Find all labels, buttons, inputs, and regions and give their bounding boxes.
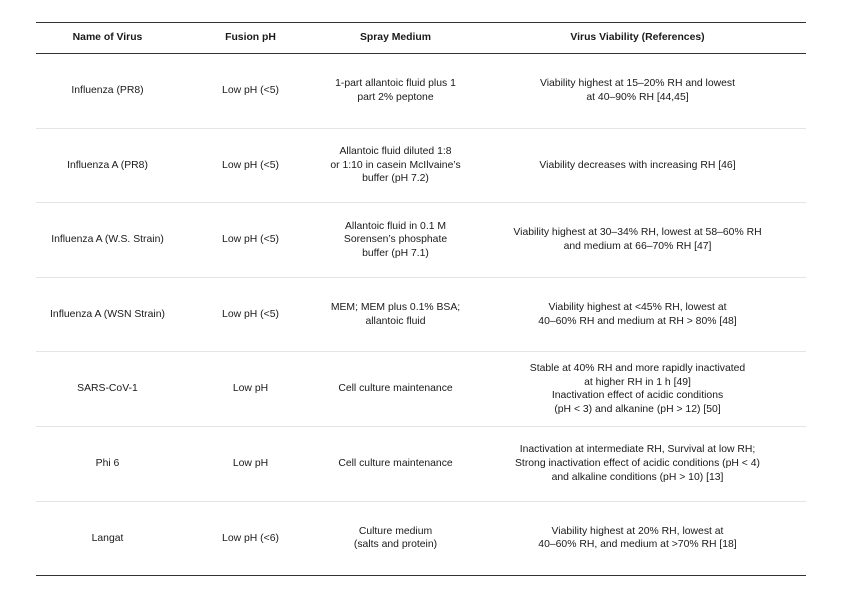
cell-fusion-ph: Low pH (<5)	[179, 54, 322, 129]
cell-virus-viability: Viability decreases with increasing RH [46]	[469, 128, 806, 203]
header-name-of-virus: Name of Virus	[36, 23, 179, 54]
cell-spray-medium: Culture medium (salts and protein)	[322, 501, 469, 576]
cell-spray-medium: MEM; MEM plus 0.1% BSA; allantoic fluid	[322, 277, 469, 352]
cell-fusion-ph: Low pH (<5)	[179, 203, 322, 278]
cell-virus-viability: Stable at 40% RH and more rapidly inactivated at higher RH in 1 h [49] Inactivation effect of acidic conditions (pH < 3) and alkanine (pH > 12) [50]	[469, 352, 806, 427]
cell-fusion-ph: Low pH (<5)	[179, 128, 322, 203]
cell-spray-medium: Cell culture maintenance	[322, 426, 469, 501]
table-row	[36, 128, 806, 203]
cell-spray-medium: Allantoic fluid in 0.1 M Sorensen’s phosphate buffer (pH 7.1)	[322, 203, 469, 278]
cell-virus-name: Influenza A (PR8)	[36, 128, 179, 203]
header-fusion-ph: Fusion pH	[179, 23, 322, 54]
table-row	[36, 203, 806, 278]
cell-fusion-ph: Low pH (<6)	[179, 501, 322, 576]
cell-virus-viability: Viability highest at <45% RH, lowest at 40–60% RH and medium at RH > 80% [48]	[469, 277, 806, 352]
table-row	[36, 54, 806, 129]
virus-viability-table	[36, 22, 806, 576]
cell-virus-viability: Inactivation at intermediate RH, Survival at low RH; Strong inactivation effect of acidic conditions (pH < 4) and alkaline conditions (pH > 10) [13]	[469, 426, 806, 501]
cell-virus-name: Influenza A (W.S. Strain)	[36, 203, 179, 278]
cell-fusion-ph: Low pH	[179, 352, 322, 427]
cell-virus-name: Phi 6	[36, 426, 179, 501]
cell-virus-name: Influenza (PR8)	[36, 54, 179, 129]
table-row	[36, 352, 806, 427]
cell-virus-name: Influenza A (WSN Strain)	[36, 277, 179, 352]
table-row	[36, 277, 806, 352]
cell-virus-viability: Viability highest at 20% RH, lowest at 40–60% RH, and medium at >70% RH [18]	[469, 501, 806, 576]
table-row	[36, 501, 806, 576]
cell-virus-name: Langat	[36, 501, 179, 576]
cell-spray-medium: 1-part allantoic fluid plus 1 part 2% peptone	[322, 54, 469, 129]
cell-spray-medium: Allantoic fluid diluted 1:8 or 1:10 in casein McIlvaine’s buffer (pH 7.2)	[322, 128, 469, 203]
cell-virus-viability: Viability highest at 15–20% RH and lowest at 40–90% RH [44,45]	[469, 54, 806, 129]
cell-spray-medium: Cell culture maintenance	[322, 352, 469, 427]
table-row	[36, 426, 806, 501]
cell-fusion-ph: Low pH	[179, 426, 322, 501]
header-virus-viability: Virus Viability (References)	[469, 23, 806, 54]
cell-virus-viability: Viability highest at 30–34% RH, lowest at 58–60% RH and medium at 66–70% RH [47]	[469, 203, 806, 278]
table-header-row	[36, 23, 806, 54]
virus-table-container	[36, 22, 806, 576]
cell-fusion-ph: Low pH (<5)	[179, 277, 322, 352]
cell-virus-name: SARS-CoV-1	[36, 352, 179, 427]
header-spray-medium: Spray Medium	[322, 23, 469, 54]
